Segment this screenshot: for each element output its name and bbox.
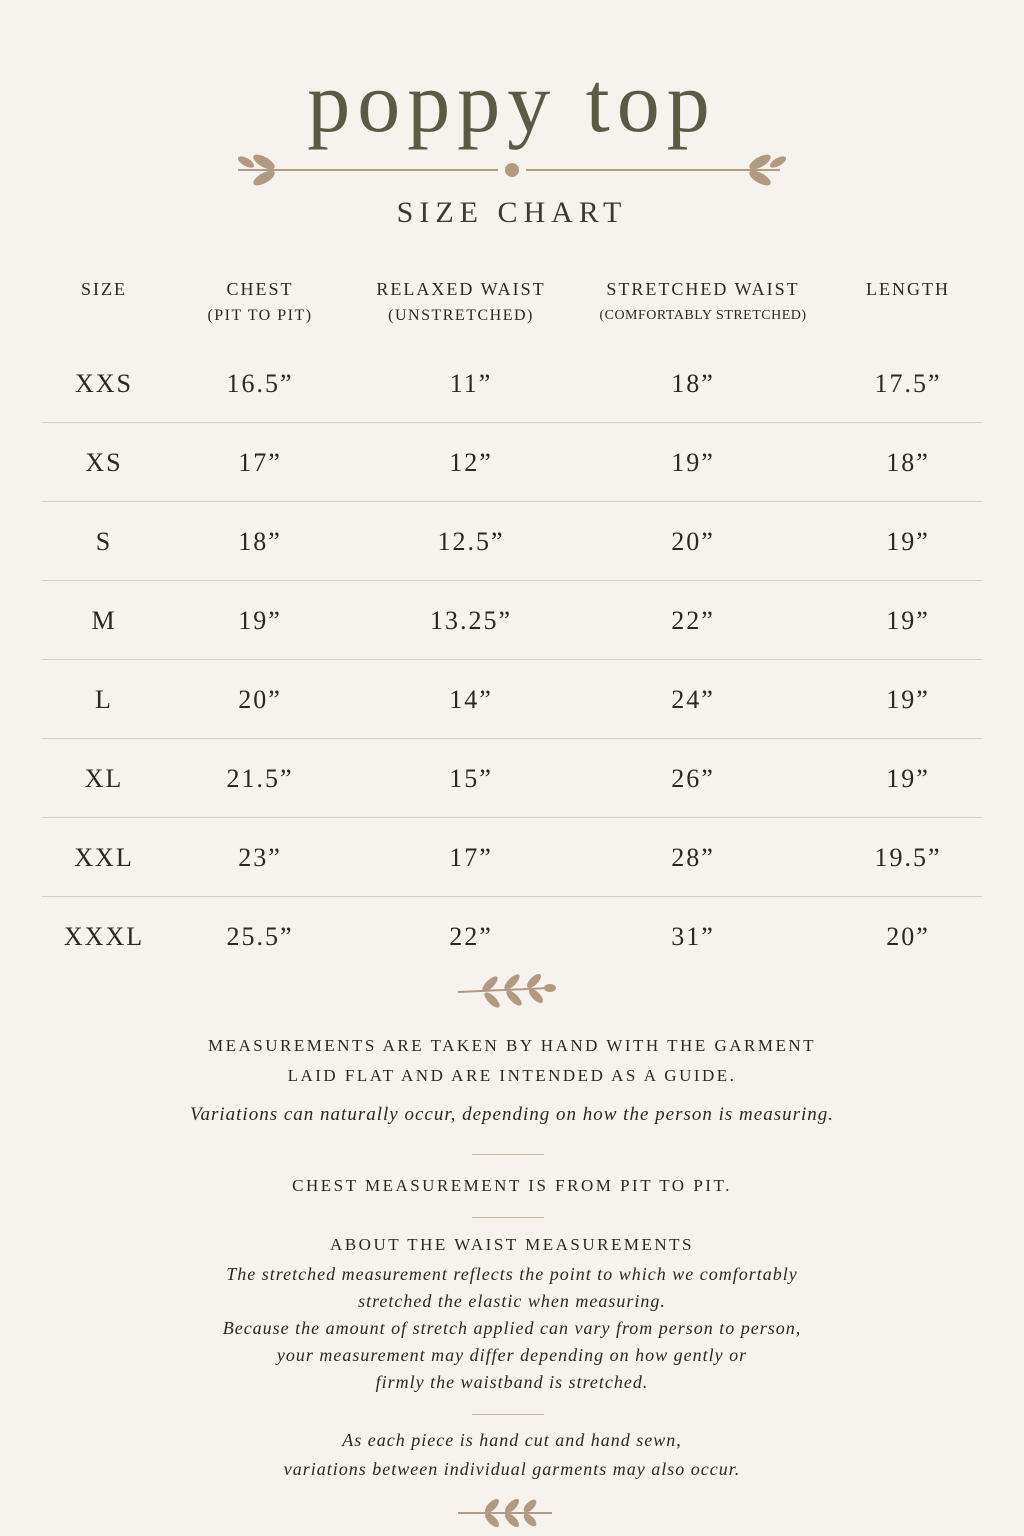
cell-stretched-waist: 19” <box>671 448 715 477</box>
column-label: LENGTH <box>866 279 950 299</box>
cell-chest: 20” <box>238 685 282 714</box>
cell-relaxed-waist: 12” <box>449 448 493 477</box>
cell-chest: 17” <box>238 448 282 477</box>
cell-relaxed-waist: 22” <box>449 922 493 951</box>
waist-note-line: firmly the waistband is stretched. <box>375 1372 649 1392</box>
waist-note-line: Because the amount of stretch applied can vary from person to person, <box>222 1318 802 1338</box>
cell-size: XXXL <box>63 922 145 951</box>
leaf-sprig-right-icon <box>526 152 788 189</box>
ornamental-divider <box>228 148 796 192</box>
table-row <box>0 344 1024 423</box>
cell-stretched-waist: 18” <box>671 369 715 398</box>
table-row <box>0 739 1024 818</box>
table-row <box>0 660 1024 739</box>
column-label: SIZE <box>81 279 127 299</box>
cell-chest: 19” <box>238 606 282 635</box>
cell-length: 18” <box>886 448 930 477</box>
table-row <box>0 818 1024 897</box>
cell-length: 17.5” <box>874 369 942 398</box>
waist-note-line: stretched the elastic when measuring. <box>358 1291 666 1311</box>
sprig-icon <box>456 1496 556 1530</box>
table-row <box>0 897 1024 976</box>
cell-relaxed-waist: 11” <box>449 369 493 398</box>
waist-note-line: The stretched measurement reflects the point to which we comfortably <box>226 1264 798 1284</box>
column-label: RELAXED WAIST <box>376 279 546 299</box>
cell-stretched-waist: 22” <box>671 606 715 635</box>
table-row <box>0 423 1024 502</box>
handcut-note-line1: As each piece is hand cut and hand sewn, <box>342 1430 682 1450</box>
cell-stretched-waist: 24” <box>671 685 715 714</box>
cell-size: XXS <box>74 369 133 398</box>
handcut-note-line2: variations between individual garments may also occur. <box>283 1459 741 1479</box>
cell-chest: 18” <box>238 527 282 556</box>
sprig-icon <box>456 972 556 1012</box>
cell-stretched-waist: 20” <box>671 527 715 556</box>
column-sublabel: (UNSTRETCHED) <box>388 307 534 324</box>
cell-size: XL <box>84 764 124 793</box>
table-header <box>0 276 1024 336</box>
cell-length: 19” <box>886 764 930 793</box>
column-label: STRETCHED WAIST <box>606 279 800 299</box>
cell-size: L <box>95 685 113 714</box>
cell-chest: 16.5” <box>226 369 294 398</box>
column-header-relaxed-waist <box>350 276 572 330</box>
table-row <box>0 581 1024 660</box>
center-dot-icon <box>505 163 519 177</box>
cell-relaxed-waist: 12.5” <box>437 527 505 556</box>
cell-relaxed-waist: 14” <box>449 685 493 714</box>
cell-stretched-waist: 31” <box>671 922 715 951</box>
measurements-note-line1: MEASUREMENTS ARE TAKEN BY HAND WITH THE GARMENT <box>207 1036 817 1055</box>
column-sublabel: (COMFORTABLY STRETCHED) <box>599 308 807 323</box>
page-subtitle: SIZE CHART <box>396 196 628 229</box>
cell-size: M <box>91 606 117 635</box>
column-header-stretched-waist <box>572 276 834 330</box>
short-divider <box>472 1414 544 1415</box>
cell-size: XXL <box>74 843 134 872</box>
cell-stretched-waist: 28” <box>671 843 715 872</box>
measurements-note-line2: LAID FLAT AND ARE INTENDED AS A GUIDE. <box>287 1066 737 1085</box>
leaf-sprig-left-icon <box>236 152 498 189</box>
cell-length: 19” <box>886 527 930 556</box>
column-sublabel: (PIT TO PIT) <box>207 307 313 324</box>
column-header-chest <box>160 276 360 330</box>
page-title: poppy top <box>307 54 717 150</box>
cell-size: S <box>95 527 113 556</box>
short-divider <box>472 1217 544 1218</box>
waist-heading: ABOUT THE WAIST MEASUREMENTS <box>330 1235 694 1254</box>
table-row <box>0 502 1024 581</box>
cell-length: 20” <box>886 922 930 951</box>
variations-note: Variations can naturally occur, depending on how the person is measuring. <box>189 1104 835 1125</box>
column-header-length <box>848 276 968 302</box>
cell-stretched-waist: 26” <box>671 764 715 793</box>
cell-chest: 21.5” <box>226 764 294 793</box>
cell-length: 19.5” <box>874 843 942 872</box>
waist-note-line: your measurement may differ depending on how gently or <box>276 1345 748 1365</box>
cell-relaxed-waist: 15” <box>449 764 493 793</box>
column-label: CHEST <box>226 279 294 299</box>
short-divider <box>472 1154 544 1155</box>
chest-note: CHEST MEASUREMENT IS FROM PIT TO PIT. <box>292 1176 732 1195</box>
cell-relaxed-waist: 17” <box>449 843 493 872</box>
cell-chest: 25.5” <box>226 922 294 951</box>
cell-size: XS <box>85 448 123 477</box>
cell-length: 19” <box>886 685 930 714</box>
cell-relaxed-waist: 13.25” <box>429 606 513 635</box>
cell-length: 19” <box>886 606 930 635</box>
column-header-size <box>44 276 164 302</box>
cell-chest: 23” <box>238 843 282 872</box>
